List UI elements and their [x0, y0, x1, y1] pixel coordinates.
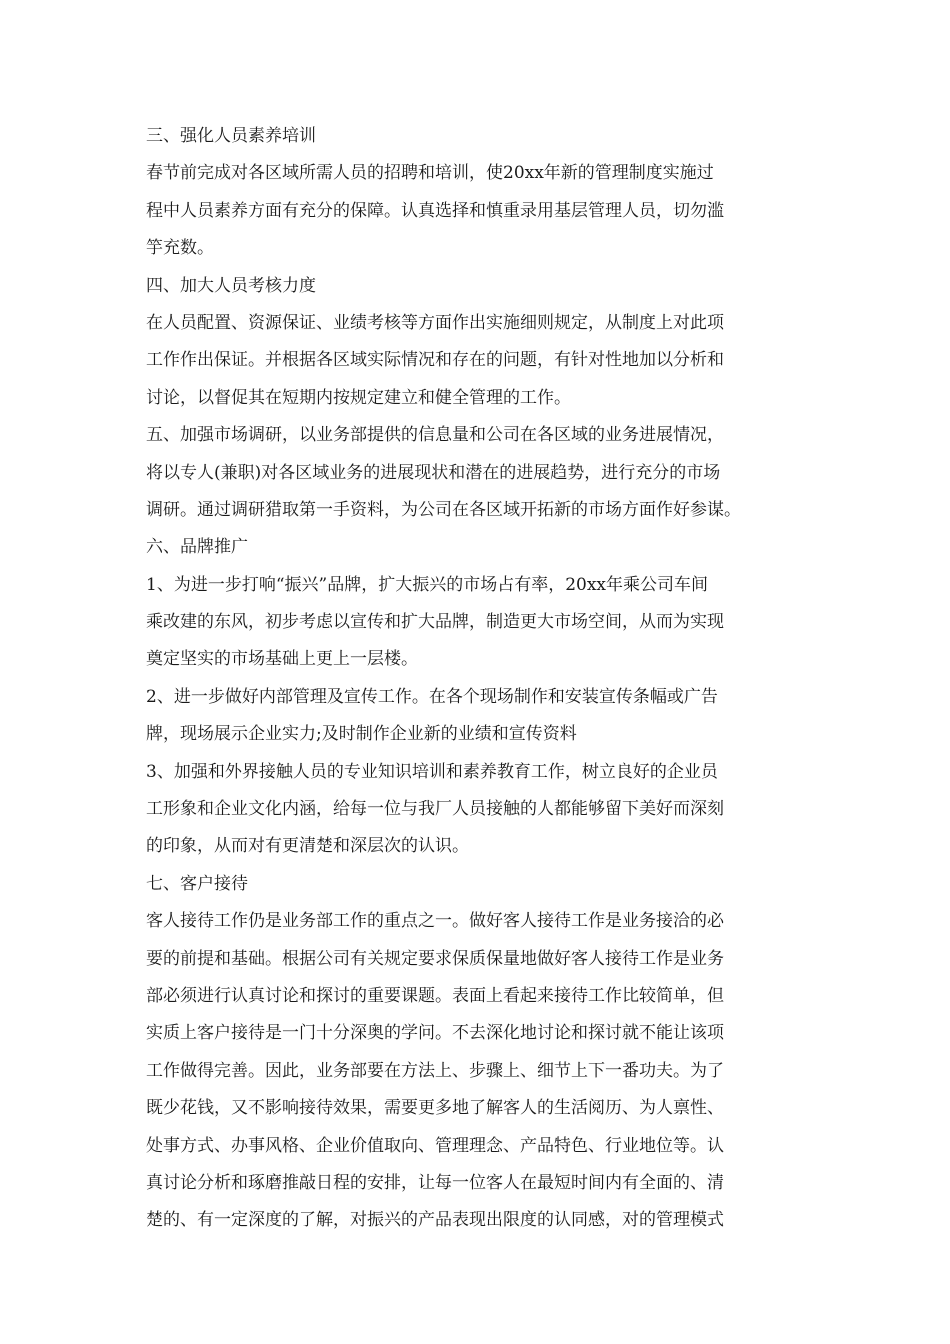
- paragraph-line: 2、进一步做好内部管理及宣传工作。在各个现场制作和安装宣传条幅或广告: [146, 686, 718, 707]
- heading-3: 三、强化人员素养培训: [146, 126, 316, 146]
- paragraph-line: 处事方式、办事风格、企业价值取向、管理理念、产品特色、行业地位等。认: [146, 1135, 724, 1156]
- paragraph-line: 3、加强和外界接触人员的专业知识培训和素养教育工作，树立良好的企业员: [146, 761, 718, 782]
- document-body: [146, 118, 806, 1240]
- paragraph-line: 工形象和企业文化内涵，给每一位与我厂人员接触的人都能够留下美好而深刻: [146, 799, 724, 820]
- paragraph-line: 将以专人(兼职)对各区域业务的进展现状和潜在的进展趋势，进行充分的市场: [146, 462, 721, 483]
- paragraph-line: 既少花钱，又不影响接待效果，需要更多地了解客人的生活阅历、为人禀性、: [146, 1098, 724, 1119]
- paragraph-line: 乘改建的东风，初步考虑以宣传和扩大品牌，制造更大市场空间，从而为实现: [146, 612, 724, 633]
- paragraph-line: 讨论，以督促其在短期内按规定建立和健全管理的工作。: [146, 387, 571, 408]
- paragraph-line: 奠定坚实的市场基础上更上一层楼。: [146, 649, 418, 670]
- paragraph-line: 工作作出保证。并根据各区域实际情况和存在的问题，有针对性地加以分析和: [146, 350, 724, 371]
- paragraph-line: 客人接待工作仍是业务部工作的重点之一。做好客人接待工作是业务接洽的必: [146, 911, 724, 932]
- paragraph-line: 五、加强市场调研，以业务部提供的信息量和公司在各区域的业务进展情况，: [146, 425, 724, 446]
- heading-4: 四、加大人员考核力度: [146, 275, 316, 296]
- paragraph-line: 的印象，从而对有更清楚和深层次的认识。: [146, 836, 469, 857]
- paragraph-line: 真讨论分析和琢磨推敲日程的安排，让每一位客人在最短时间内有全面的、清: [146, 1172, 724, 1193]
- paragraph-line: 牌，现场展示企业实力;及时制作企业新的业绩和宣传资料: [146, 724, 577, 745]
- paragraph-line: 竽充数。: [146, 238, 214, 259]
- paragraph-line: 要的前提和基础。根据公司有关规定要求保质保量地做好客人接待工作是业务: [146, 948, 724, 969]
- paragraph-line: 工作做得完善。因此，业务部要在方法上、步骤上、细节上下一番功夫。为了: [146, 1060, 724, 1081]
- paragraph-line: 实质上客户接待是一门十分深奥的学问。不去深化地讨论和探讨就不能让该项: [146, 1023, 724, 1044]
- paragraph-line: 在人员配置、资源保证、业绩考核等方面作出实施细则规定，从制度上对此项: [146, 312, 724, 333]
- heading-7: 七、客户接待: [146, 873, 248, 894]
- paragraph-line: 1、为进一步打响“振兴”品牌，扩大振兴的市场占有率，20xx年乘公司车间: [146, 574, 709, 595]
- paragraph-line: 部必须进行认真讨论和探讨的重要课题。表面上看起来接待工作比较简单，但: [146, 985, 724, 1006]
- paragraph-line: 程中人员素养方面有充分的保障。认真选择和慎重录用基层管理人员，切勿滥: [146, 200, 724, 221]
- paragraph-line: 春节前完成对各区域所需人员的招聘和培训，使20xx年新的管理制度实施过: [146, 163, 714, 184]
- paragraph-line: 调研。通过调研猎取第一手资料，为公司在各区域开拓新的市场方面作好参谋。: [146, 499, 741, 520]
- paragraph-line: 楚的、有一定深度的了解，对振兴的产品表现出限度的认同感，对的管理模式: [146, 1210, 724, 1231]
- heading-6: 六、品牌推广: [146, 537, 248, 558]
